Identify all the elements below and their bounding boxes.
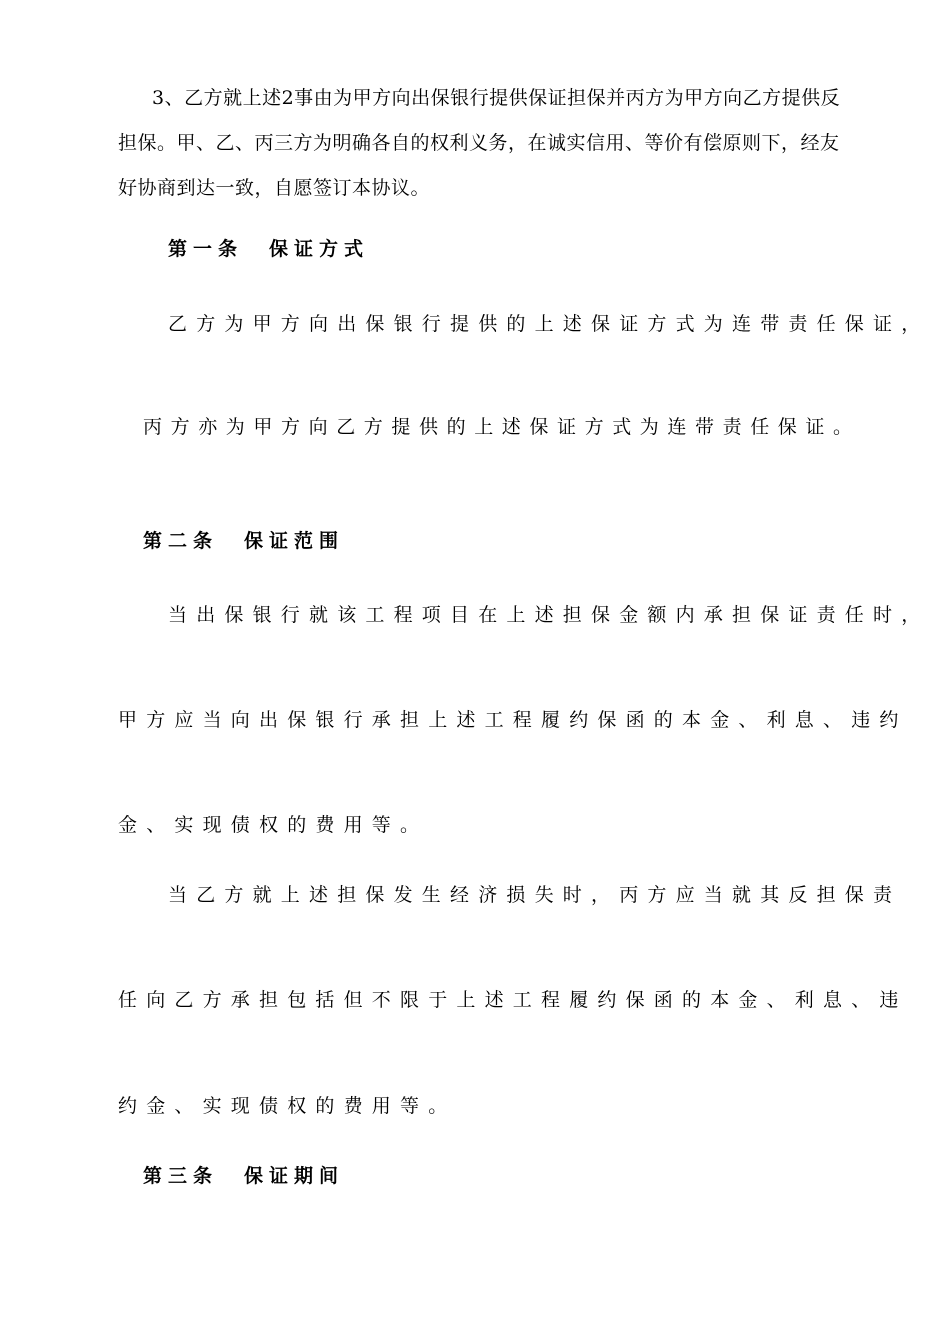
article-2-heading xyxy=(143,529,344,553)
intro-line-2: 担保。甲、乙、丙三方为明确各自的权利义务，在诚实信用、等价有偿原则下，经友 xyxy=(118,132,840,154)
intro-line-3: 好协商到达一致，自愿签订本协议。 xyxy=(118,177,431,199)
article-2-line-2: 甲方应当向出保银行承担上述工程履约保函的本金、利息、违约 xyxy=(118,709,908,731)
article-3-number: 第三条 xyxy=(143,1165,219,1187)
article-2-line-3: 金、实现债权的费用等。 xyxy=(118,814,429,836)
article-2-title: 保证范围 xyxy=(244,530,345,552)
article-2-line-4: 当乙方就上述担保发生经济损失时，丙方应当就其反担保责 xyxy=(168,884,902,906)
article-2-line-6: 约金、实现债权的费用等。 xyxy=(118,1095,457,1117)
article-2-line-1: 当出保银行就该工程项目在上述担保金额内承担保证责任时， xyxy=(168,604,930,626)
article-1-line-1: 乙方为甲方向出保银行提供的上述保证方式为连带责任保证， xyxy=(168,313,930,335)
article-3-title: 保证期间 xyxy=(244,1165,345,1187)
intro-line-1: 3、乙方就上述2事由为甲方向出保银行提供保证担保并丙方为甲方向乙方提供反 xyxy=(152,87,841,109)
article-2-number: 第二条 xyxy=(143,530,219,552)
article-3-heading xyxy=(143,1164,344,1188)
article-1-heading xyxy=(168,237,369,261)
article-1-number: 第一条 xyxy=(168,238,244,260)
article-2-line-5: 任向乙方承担包括但不限于上述工程履约保函的本金、利息、违 xyxy=(118,989,908,1011)
article-1-title: 保证方式 xyxy=(269,238,370,260)
article-1-line-2: 丙方亦为甲方向乙方提供的上述保证方式为连带责任保证。 xyxy=(143,416,861,438)
